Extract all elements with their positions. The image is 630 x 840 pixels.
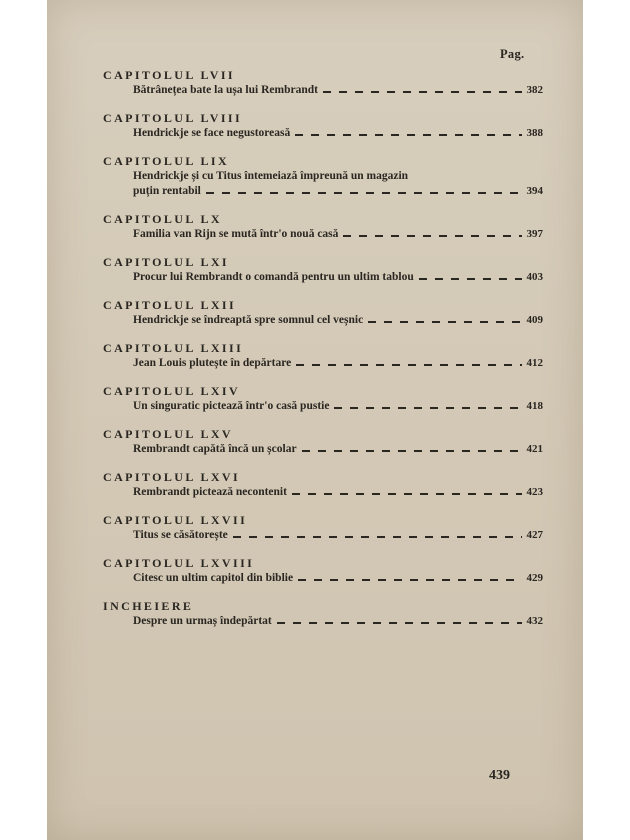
toc-entry xyxy=(103,556,543,586)
book-page xyxy=(47,0,583,840)
chapter-line xyxy=(103,184,543,199)
toc-entry xyxy=(103,470,543,500)
chapter-heading: CAPITOLUL LIX xyxy=(103,154,230,168)
chapter-line xyxy=(103,528,543,543)
chapter-title: Jean Louis plutește în depărtare xyxy=(133,357,292,369)
chapter-heading: CAPITOLUL LXVIII xyxy=(103,556,255,570)
dash-leader xyxy=(302,450,522,452)
dash-leader xyxy=(296,364,521,366)
page-ref: 432 xyxy=(526,615,543,627)
chapter-line xyxy=(103,442,543,457)
toc-entry xyxy=(103,384,543,414)
chapter-line xyxy=(103,313,543,328)
page-ref: 423 xyxy=(526,486,543,498)
toc-entry xyxy=(103,212,543,242)
chapter-line xyxy=(103,83,543,98)
chapter-title: Hendrickje se face negustoreasă xyxy=(133,127,291,139)
chapter-title: Citesc un ultim capitol din biblie xyxy=(133,572,294,584)
toc-entry xyxy=(103,68,543,98)
toc-entry xyxy=(103,298,543,328)
dash-leader xyxy=(419,278,522,280)
chapter-line xyxy=(103,270,543,285)
dash-leader xyxy=(334,407,521,409)
toc-entry xyxy=(103,154,543,199)
toc-entry xyxy=(103,341,543,371)
chapter-heading: CAPITOLUL LX xyxy=(103,212,222,226)
dash-leader xyxy=(298,579,521,581)
chapter-title: Despre un urmaș îndepărtat xyxy=(133,615,272,627)
dash-leader xyxy=(295,134,521,136)
chapter-title: Rembrandt capătă încă un școlar xyxy=(133,443,297,455)
page-ref: 388 xyxy=(526,127,543,139)
toc-entry xyxy=(103,427,543,457)
chapter-heading: CAPITOLUL LXV xyxy=(103,427,234,441)
page-ref: 427 xyxy=(526,529,543,541)
chapter-title: Un singuratic pictează într'o casă pustie xyxy=(133,400,330,412)
chapter-heading: INCHEIERE xyxy=(103,599,194,613)
chapter-line xyxy=(103,399,543,414)
toc-entry xyxy=(103,513,543,543)
page-ref: 412 xyxy=(526,357,543,369)
dash-leader xyxy=(233,536,522,538)
chapter-line xyxy=(103,614,543,629)
toc-entry xyxy=(103,111,543,141)
dash-leader xyxy=(323,91,522,93)
chapter-heading: CAPITOLUL LXI xyxy=(103,255,230,269)
dash-leader xyxy=(292,493,522,495)
chapter-heading: CAPITOLUL LVIII xyxy=(103,111,243,125)
chapter-line xyxy=(103,126,543,141)
chapter-title-line1: Hendrickje și cu Titus întemeiază împreună un magazin xyxy=(133,170,409,182)
page-ref: 418 xyxy=(526,400,543,412)
page-ref: 397 xyxy=(526,228,543,240)
chapter-heading: CAPITOLUL LXII xyxy=(103,298,237,312)
dash-leader xyxy=(343,235,521,237)
chapter-heading: CAPITOLUL LXIV xyxy=(103,384,241,398)
page-ref: 409 xyxy=(526,314,543,326)
chapter-heading: CAPITOLUL LXVII xyxy=(103,513,248,527)
table-of-contents xyxy=(103,68,543,642)
chapter-line xyxy=(103,571,543,586)
chapter-title: Bătrânețea bate la ușa lui Rembrandt xyxy=(133,84,318,96)
page-number: 439 xyxy=(489,768,510,783)
chapter-title: puțin rentabil xyxy=(133,185,201,197)
page-ref: 421 xyxy=(526,443,543,455)
toc-entry xyxy=(103,255,543,285)
dash-leader xyxy=(368,321,521,323)
chapter-line xyxy=(103,485,543,500)
chapter-line xyxy=(103,356,543,371)
page-ref: 429 xyxy=(526,572,543,584)
toc-entry xyxy=(103,599,543,629)
chapter-title: Procur lui Rembrandt o comandă pentru un ultim tablou xyxy=(133,271,414,283)
chapter-line xyxy=(103,227,543,242)
dash-leader xyxy=(206,192,522,194)
chapter-title: Familia van Rijn se mută într'o nouă casă xyxy=(133,228,339,240)
chapter-heading: CAPITOLUL LXIII xyxy=(103,341,244,355)
chapter-heading: CAPITOLUL LVII xyxy=(103,68,235,82)
chapter-title: Titus se căsătorește xyxy=(133,529,228,541)
pag-label: Pag. xyxy=(500,47,525,61)
chapter-title: Hendrickje se îndreaptă spre somnul cel veșnic xyxy=(133,314,364,326)
chapter-heading: CAPITOLUL LXVI xyxy=(103,470,241,484)
chapter-title: Rembrandt pictează necontenit xyxy=(133,486,287,498)
page-ref: 382 xyxy=(526,84,543,96)
dash-leader xyxy=(277,622,522,624)
page-ref: 394 xyxy=(526,185,543,197)
page-ref: 403 xyxy=(526,271,543,283)
